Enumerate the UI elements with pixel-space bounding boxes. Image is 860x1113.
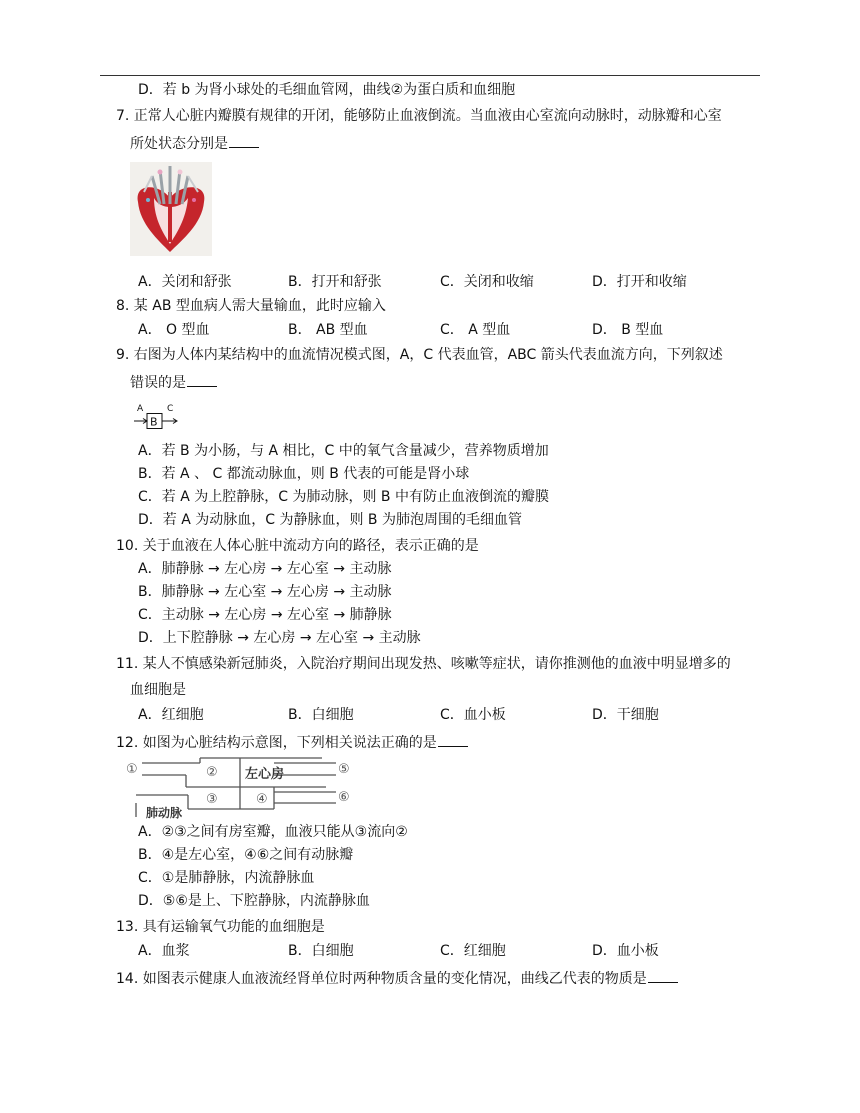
q9-option-a[interactable]: A．若 B 为小肠，与 A 相比，C 中的氧气含量减少，营养物质增加 bbox=[138, 443, 549, 459]
q11-stem-line2: 血细胞是 bbox=[130, 682, 186, 698]
q7-stem-line2: 所处状态分别是 bbox=[130, 132, 259, 154]
q10-stem: 10. 关于血液在人体心脏中流动方向的路径，表示正确的是 bbox=[116, 538, 479, 554]
q14-stem: 14. 如图表示健康人血液流经肾单位时两种物质含量的变化情况，曲线乙代表的物质是 bbox=[116, 967, 678, 989]
q10-option-c[interactable]: C．主动脉 → 左心房 → 左心室 → 肺静脉 bbox=[138, 607, 392, 623]
answer-blank[interactable] bbox=[648, 967, 678, 983]
q13-stem: 13. 具有运输氧气功能的血细胞是 bbox=[116, 919, 325, 935]
heart-structure-diagram bbox=[126, 757, 354, 819]
heart-valve-figure bbox=[130, 162, 212, 256]
q7-option-d[interactable]: D．打开和收缩 bbox=[592, 274, 687, 290]
label-5: ⑤ bbox=[338, 762, 350, 777]
q9-option-d[interactable]: D．若 A 为动脉血，C 为静脉血，则 B 为肺泡周围的毛细血管 bbox=[138, 512, 522, 528]
answer-blank[interactable] bbox=[229, 132, 259, 148]
q7-option-a[interactable]: A．关闭和舒张 bbox=[138, 274, 232, 290]
q10-option-b[interactable]: B．肺静脉 → 左心室 → 左心房 → 主动脉 bbox=[138, 584, 392, 600]
q8-option-b[interactable]: B． AB 型血 bbox=[288, 322, 368, 338]
answer-blank[interactable] bbox=[438, 731, 468, 747]
vessel-c-label: C bbox=[167, 404, 174, 414]
structure-b-label: B bbox=[150, 415, 158, 429]
q8-option-a[interactable]: A． O 型血 bbox=[138, 322, 210, 338]
q7-option-b[interactable]: B．打开和舒张 bbox=[288, 274, 382, 290]
q13-option-d[interactable]: D．血小板 bbox=[592, 943, 659, 959]
q11-option-b[interactable]: B．白细胞 bbox=[288, 707, 354, 723]
q7-option-c[interactable]: C．关闭和收缩 bbox=[440, 274, 534, 290]
vessel-a-label: A bbox=[137, 404, 144, 414]
pulmonary-artery-label: 肺动脉 bbox=[146, 806, 183, 819]
q13-option-a[interactable]: A．血浆 bbox=[138, 943, 190, 959]
answer-blank[interactable] bbox=[187, 371, 217, 387]
q12-stem: 12. 如图为心脏结构示意图，下列相关说法正确的是 bbox=[116, 731, 468, 753]
q7-stem: 7. 正常人心脏内瓣膜有规律的开闭，能够防止血液倒流。当血液由心室流向动脉时，动脉瓣和心室 bbox=[116, 108, 722, 124]
q9-stem-line2: 错误的是 bbox=[130, 371, 217, 393]
q10-option-d[interactable]: D．上下腔静脉 → 左心房 → 左心室 → 主动脉 bbox=[138, 630, 421, 646]
q12-option-b[interactable]: B．④是左心室，④⑥之间有动脉瓣 bbox=[138, 847, 354, 863]
label-4: ④ bbox=[256, 792, 268, 807]
q8-stem: 8. 某 AB 型血病人需大量输血，此时应输入 bbox=[116, 298, 386, 314]
label-2: ② bbox=[206, 765, 218, 780]
q12-option-a[interactable]: A．②③之间有房室瓣，血液只能从③流向② bbox=[138, 824, 408, 840]
label-6: ⑥ bbox=[338, 790, 350, 805]
q9-option-b[interactable]: B．若 A 、 C 都流动脉血，则 B 代表的可能是肾小球 bbox=[138, 466, 470, 482]
q9-option-c[interactable]: C．若 A 为上腔静脉，C 为肺动脉，则 B 中有防止血液倒流的瓣膜 bbox=[138, 489, 549, 505]
left-atrium-label: 左心房 bbox=[245, 767, 285, 782]
q10-option-a[interactable]: A．肺静脉 → 左心房 → 左心室 → 主动脉 bbox=[138, 561, 392, 577]
q11-option-c[interactable]: C．血小板 bbox=[440, 707, 506, 723]
label-3: ③ bbox=[206, 792, 218, 807]
q11-option-d[interactable]: D．干细胞 bbox=[592, 707, 659, 723]
q9-stem: 9. 右图为人体内某结构中的血流情况模式图，A，C 代表血管，ABC 箭头代表血流方向，下列叙述 bbox=[116, 347, 723, 363]
q8-option-c[interactable]: C． A 型血 bbox=[440, 322, 511, 338]
q12-option-c[interactable]: C．①是肺静脉，内流静脉血 bbox=[138, 870, 315, 886]
q6-option-d[interactable]: D．若 b 为肾小球处的毛细血管网，曲线②为蛋白质和血细胞 bbox=[138, 82, 516, 98]
label-1: ① bbox=[126, 762, 138, 777]
q13-option-c[interactable]: C．红细胞 bbox=[440, 943, 506, 959]
q11-option-a[interactable]: A．红细胞 bbox=[138, 707, 204, 723]
q11-stem: 11. 某人不慎感染新冠肺炎，入院治疗期间出现发热、咳嗽等症状，请你推测他的血液中明显增多的 bbox=[116, 656, 731, 672]
q8-option-d[interactable]: D． B 型血 bbox=[592, 322, 664, 338]
blood-flow-diagram bbox=[132, 401, 180, 429]
q12-option-d[interactable]: D．⑤⑥是上、下腔静脉，内流静脉血 bbox=[138, 893, 370, 909]
q13-option-b[interactable]: B．白细胞 bbox=[288, 943, 354, 959]
header-rule bbox=[100, 75, 760, 76]
